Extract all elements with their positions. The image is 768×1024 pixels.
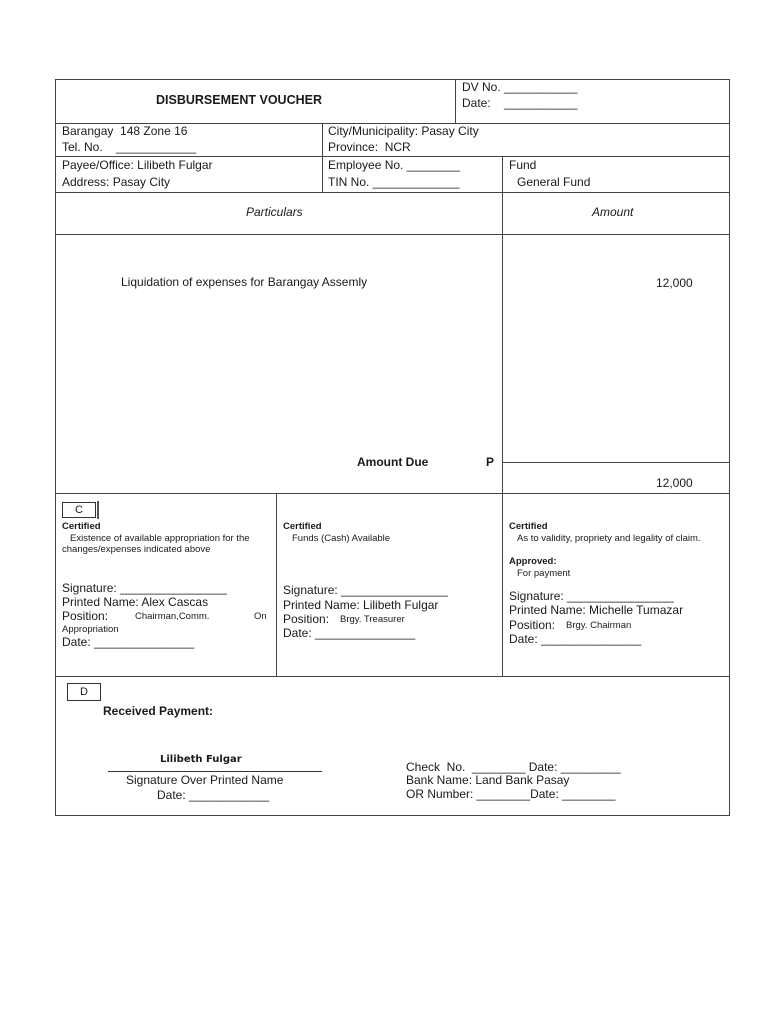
cert-3-position-label: Position: xyxy=(509,618,556,632)
box-c xyxy=(62,502,96,518)
rule-cert-divider-2 xyxy=(502,493,503,676)
cert-c-position-cont: Appropriation xyxy=(62,624,119,635)
tel-no[interactable]: Tel. No. ____________ xyxy=(62,140,197,154)
cert-3-signature[interactable]: Signature: ________________ xyxy=(509,589,674,603)
rule-cert-divider-1 xyxy=(276,493,277,676)
amount-due-label: Amount Due xyxy=(357,455,429,469)
amount-header: Amount xyxy=(592,205,634,219)
voucher-title: DISBURSEMENT VOUCHER xyxy=(156,93,322,107)
border-top xyxy=(55,79,730,80)
cert-3-date[interactable]: Date: _______________ xyxy=(509,632,642,646)
or-number[interactable]: OR Number: ________Date: ________ xyxy=(406,787,616,801)
cert-3-text: As to validity, propriety and legality of claim. xyxy=(517,533,701,544)
rule-particulars-header xyxy=(55,234,730,235)
border-right xyxy=(729,79,730,815)
province: Province: NCR xyxy=(328,140,411,154)
box-d-label: D xyxy=(80,686,88,698)
particulars-item: Liquidation of expenses for Barangay Assemly xyxy=(121,275,368,289)
rule-particulars-bottom xyxy=(55,493,730,494)
box-c-mark xyxy=(97,501,99,519)
received-payment-label: Received Payment: xyxy=(103,704,214,718)
rule-info-divider-1 xyxy=(322,123,323,192)
bank-name: Bank Name: Land Bank Pasay xyxy=(406,773,570,787)
amount-due-currency: P xyxy=(486,455,495,469)
cert-3-printed-name: Printed Name: Michelle Tumazar xyxy=(509,603,684,617)
cert-2-position-value: Brgy. Treasurer xyxy=(340,614,405,625)
received-signer-name: Lilibeth Fulgar xyxy=(160,754,242,765)
cert-c-date[interactable]: Date: _______________ xyxy=(62,635,195,649)
cert-2-signature[interactable]: Signature: ________________ xyxy=(283,583,448,597)
employee-no[interactable]: Employee No. ________ xyxy=(328,158,461,172)
payee-office: Payee/Office: Lilibeth Fulgar xyxy=(62,158,213,172)
barangay: Barangay 148 Zone 16 xyxy=(62,124,188,138)
cert-c-text: Existence of available appropriation for the changes/expenses indicated above xyxy=(62,533,250,555)
cert-2-date[interactable]: Date: _______________ xyxy=(283,626,416,640)
border-bottom xyxy=(55,815,730,816)
rule-header-divider xyxy=(455,79,456,123)
particulars-item-amount: 12,000 xyxy=(656,276,693,290)
rule-amount-divider xyxy=(502,192,503,493)
check-no[interactable]: Check No. ________ Date: _________ xyxy=(406,760,621,774)
cert-3-approved: Approved: xyxy=(509,556,557,567)
cert-c-position-on: On xyxy=(254,611,267,622)
dv-number[interactable]: DV No. ___________ xyxy=(462,80,578,94)
cert-3-approved-text: For payment xyxy=(517,568,571,579)
rule-info-1 xyxy=(55,156,730,157)
rule-info-2 xyxy=(55,192,730,193)
cert-c-position-value: Chairman,Comm. xyxy=(135,611,210,622)
cert-c-printed-name: Printed Name: Alex Cascas xyxy=(62,595,209,609)
box-c-label: C xyxy=(75,504,83,516)
signature-over-printed-name: Signature Over Printed Name xyxy=(126,773,284,787)
address: Address: Pasay City xyxy=(62,175,171,189)
received-date[interactable]: Date: ____________ xyxy=(157,788,270,802)
cert-2-printed-name: Printed Name: Lilibeth Fulgar xyxy=(283,598,439,612)
fund-value: General Fund xyxy=(517,175,591,189)
cert-2-text: Funds (Cash) Available xyxy=(292,533,391,544)
cert-3-certified: Certified xyxy=(509,521,548,532)
cert-c-signature[interactable]: Signature: ________________ xyxy=(62,581,227,595)
box-d xyxy=(67,683,101,701)
cert-c-position-label: Position: xyxy=(62,609,109,623)
tin-no[interactable]: TIN No. _____________ xyxy=(328,175,460,189)
voucher-date[interactable]: Date: ___________ xyxy=(462,96,578,110)
particulars-header: Particulars xyxy=(246,205,303,219)
amount-due-total: 12,000 xyxy=(656,476,693,490)
cert-c-certified: Certified xyxy=(62,521,101,532)
rule-info-divider-2 xyxy=(502,156,503,192)
rule-amount-due xyxy=(502,462,730,463)
signature-line xyxy=(108,771,322,772)
fund-label: Fund xyxy=(509,158,537,172)
border-left xyxy=(55,79,56,815)
cert-2-position-label: Position: xyxy=(283,612,330,626)
rule-cert-bottom xyxy=(55,676,730,677)
cert-2-certified: Certified xyxy=(283,521,322,532)
city-municipality: City/Municipality: Pasay City xyxy=(328,124,479,138)
cert-3-position-value: Brgy. Chairman xyxy=(566,620,632,631)
